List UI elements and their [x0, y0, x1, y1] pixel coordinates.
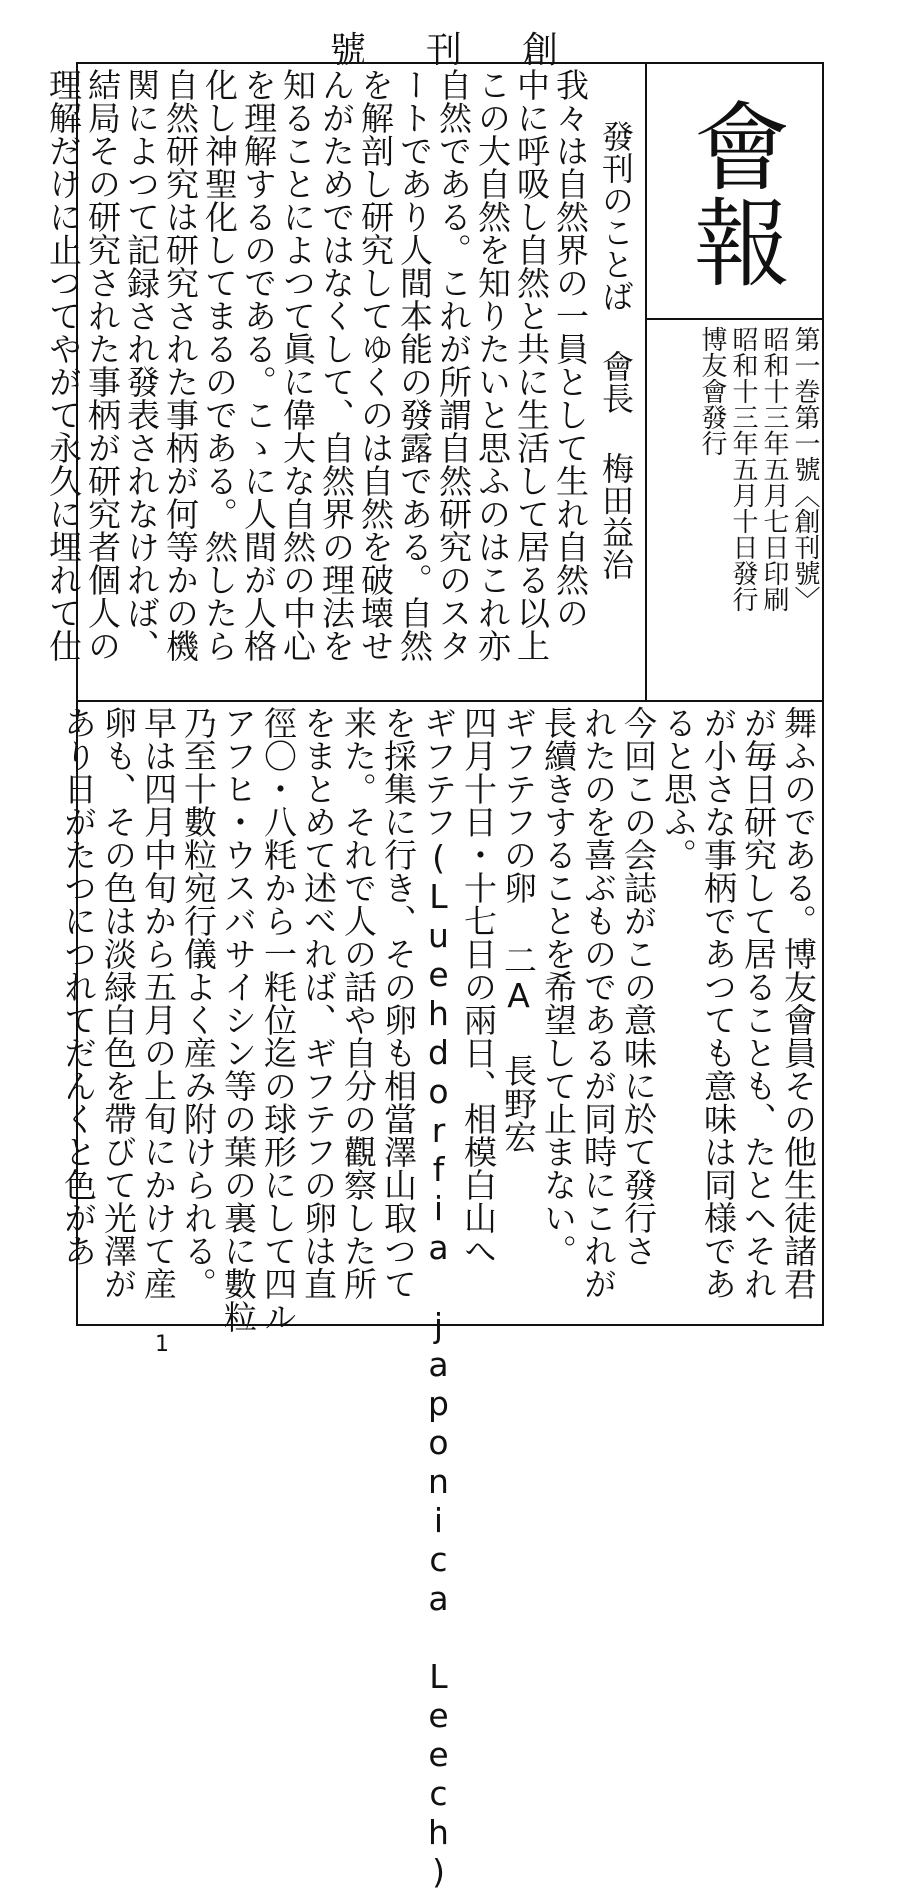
text-line: 結局その研究された事柄が研究者個人の [83, 68, 122, 662]
text-line: 来た。それで人の話や自分の觀察した所 [339, 706, 378, 1300]
text-line: 早は四月中旬から五月の上旬にかけて産 [139, 706, 178, 1300]
text-line: 化し神聖化してまるのである。然したら [200, 68, 239, 662]
text-line: 理解だけに止つてやがて永久に埋れて仕 [44, 68, 83, 662]
text-line: ートであり人間本能の發露である。自然 [395, 68, 434, 662]
text-line: が毎日研究して居ることも、たとへそれ [739, 706, 778, 1300]
text-line: あり日がたつにつれてだんくと色があ [59, 706, 98, 1267]
bulletin-title: 會報 [678, 96, 791, 289]
text-line: 長續きすることを希望して止まない。 [539, 706, 578, 1267]
text-line: 今回この会誌がこの意味に於て發行さ [619, 706, 658, 1267]
text-line: 中に呼吸し自然と共に生活して居る以上 [512, 68, 551, 662]
horizontal-divider [76, 700, 824, 702]
article1-heading: 發刊のことば 會長 梅田益治 [597, 120, 635, 580]
page-number: 1 [155, 1332, 169, 1357]
text-line: 自然である。これが所謂自然研究のスタ [434, 68, 473, 662]
text-line: 四月十日・十七日の兩日、相模白山へ [459, 706, 498, 1267]
text-line: んがためではなくして、自然界の理法を [317, 68, 356, 662]
text-line: 自然研究は研究された事柄が何等かの機 [161, 68, 200, 662]
text-line: アフヒ・ウスバサイシン等の葉の裏に數粒 [219, 706, 258, 1333]
article2-body [59, 706, 818, 1891]
text-line: この大自然を知りたいと思ふのはこれ亦 [473, 68, 512, 662]
text-line: 関によつて記録され發表されなければ、 [122, 68, 161, 662]
text-line: ギフテフ(Luehdorfia japonica Leech) [419, 706, 458, 1891]
text-line: を解剖し研究してゆくのは自然を破壊せ [356, 68, 395, 662]
vertical-divider [645, 62, 647, 702]
text-line: 乃至十數粒宛行儀よく産み附けられる。 [179, 706, 218, 1300]
text-line: 我々は自然界の一員として生れ自然の [551, 68, 590, 629]
text-line: 徑〇・八粍から一粍位迄の球形にして四ル [259, 706, 298, 1333]
article2-heading: ギフテフの卵 二A 長野宏 [499, 706, 538, 1153]
text-line: 知ることによつて眞に偉大な自然の中心 [278, 68, 317, 662]
page-header: 號刊創 [330, 30, 619, 71]
text-line: を採集に行き、その卵も相當澤山取つて [379, 706, 418, 1300]
issue-line: 第一巻第一號〈創刊號〉 [790, 326, 820, 612]
title-divider [645, 318, 824, 320]
issue-line: 博友會發行 [697, 326, 727, 456]
text-line: 舞ふのである。博友會員その他生徒諸君 [779, 706, 818, 1300]
text-line: が小さな事柄であつても意味は同様であ [699, 706, 738, 1300]
article1-body [44, 68, 590, 696]
text-line: ると思ふ。 [659, 706, 698, 871]
text-line: をまとめて述べれば、ギフテフの卵は直 [299, 706, 338, 1300]
text-line: 卵も、その色は淡緑白色を帶びて光澤が [99, 706, 138, 1300]
issue-line: 昭和十三年五月十日發行 [728, 326, 758, 612]
issue-info [655, 326, 820, 698]
text-line: れたのを喜ぶものであるが同時にこれが [579, 706, 618, 1300]
text-line: を理解するのである。こゝに人間が人格 [239, 68, 278, 662]
issue-line: 昭和十三年五月七日印刷 [759, 326, 789, 612]
